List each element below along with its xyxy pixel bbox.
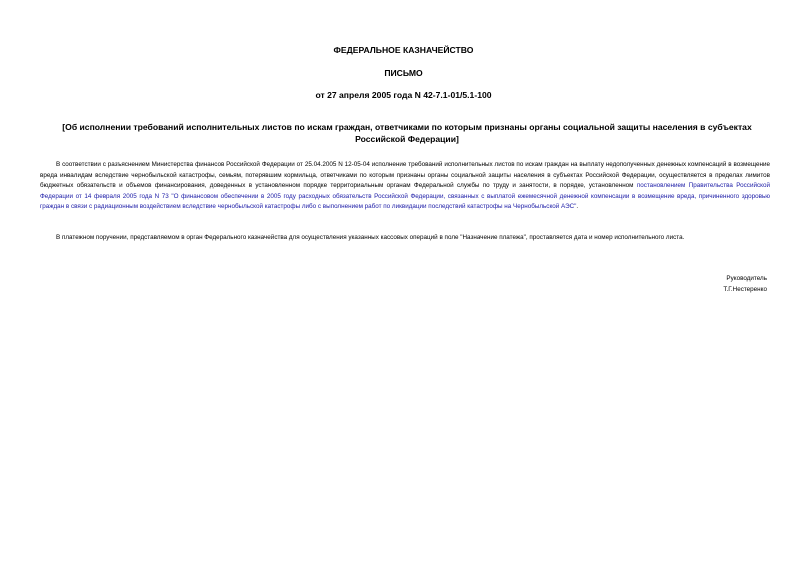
signature-block: [723, 274, 767, 295]
signatory-name: Т.Г.Нестеренко: [723, 285, 767, 293]
document-date-number: от 27 апреля 2005 года N 42-7.1-01/5.1-100: [315, 90, 492, 100]
government-decree-link[interactable]: постановлением Правительства Российской Федерации от 14 февраля 2005 года N 73 "О финансовом обеспечении в 2005 году расходных обязательств Российской Федерации, связанных с выплатой ежемесячной денежной компенсации в возмещение вреда, причиненного здоровью граждан в связи с радиационным воздействием вследствие чернобыльской катастрофы либо с выполнением работ по ликвидации последствий катастрофы на Чернобыльской АЭС": [40, 182, 770, 211]
document-subject: [40, 122, 774, 145]
agency-heading: ФЕДЕРАЛЬНОЕ КАЗНАЧЕЙСТВО: [333, 45, 474, 55]
paragraph-1-text-start: В соответствии с разъяснением Министерства финансов Российской Федерации от 25.04.2005 N 12-05-04 исполнение требований исполнительных листов по искам граждан на выплату недополученных денежных компенсаций в возмещение вреда инвалидам вследствие чернобыльской катастрофы, семьям, потерявшим кормильца, ответчиками по которым признаны органы социальной защиты населения в субъектах Российской Федерации, осуществляется в пределах лимитов бюджетных обязательств и объемов финансирования, доведенных в установленном порядке территориальным органам Федеральной службы по труду и занятости, в порядке, установленном: [40, 161, 770, 190]
paragraph-1-text-end: .: [576, 203, 579, 211]
signatory-title: Руководитель: [726, 275, 767, 282]
subject-line-2: Российской Федерации]: [355, 133, 459, 144]
subject-line-1: [Об исполнении требований исполнительных листов по искам граждан, ответчиками по которым признаны органы социальной защиты населения в субъектах: [62, 122, 752, 132]
body-paragraph-1: [40, 160, 770, 213]
body-paragraph-2: В платежном поручении, представляемом в орган Федерального казначейства для осуществления указанных кассовых операций в поле "Назначение платежа", проставляется дата и номер исполнительного листа.: [56, 234, 685, 241]
document-type-heading: ПИСЬМО: [384, 68, 423, 78]
